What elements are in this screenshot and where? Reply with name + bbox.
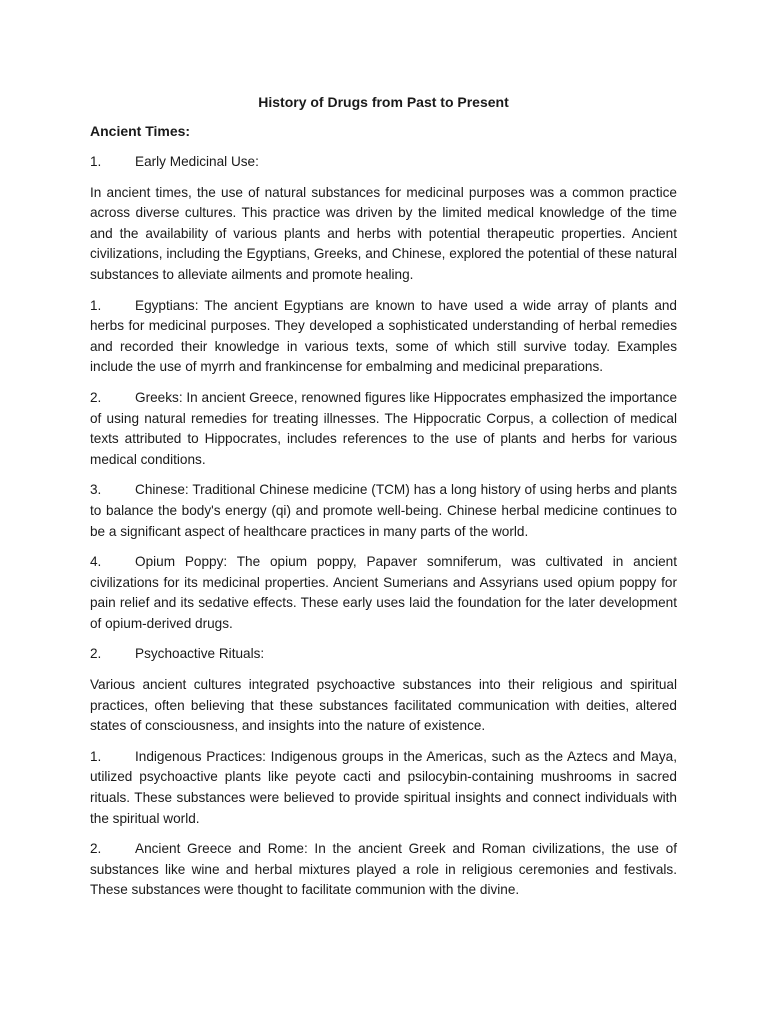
- section-heading: Ancient Times:: [90, 123, 191, 139]
- list-item-psychoactive-rituals: [90, 644, 677, 665]
- list-item-indigenous-practices: [90, 747, 677, 829]
- list-number: 2.: [90, 841, 102, 857]
- list-number: 2.: [90, 389, 102, 405]
- paragraph-early-medicinal-intro: In ancient times, the use of natural substances for medicinal purposes was a common practice across diverse cultures. This practice was driven by the limited medical knowledge of the time and the availability of various plants and herbs with potential therapeutic properties. Ancient civilizations, including the Egyptians, Greeks, and Chinese, explored the potential of these natural substances to alleviate ailments and promote healing.: [90, 184, 677, 282]
- list-item-opium-poppy: [90, 552, 677, 634]
- list-number: 4.: [90, 554, 102, 570]
- list-text: Chinese: Traditional Chinese medicine (TCM) has a long history of using herbs and plants to balance the body's energy (qi) and promote well-being. Chinese herbal medicine continues to be a significant aspect of healthcare practices in many parts of the world.: [90, 482, 677, 539]
- list-number: 1.: [90, 154, 102, 169]
- list-text: Early Medicinal Use:: [135, 154, 259, 169]
- list-item-early-medicinal-use: [90, 152, 677, 173]
- list-text: Opium Poppy: The opium poppy, Papaver somniferum, was cultivated in ancient civilizations for its medicinal properties. Ancient Sumerians and Assyrians used opium poppy for pain relief and its sedative effects. These early uses laid the foundation for the later development of opium-derived drugs.: [90, 554, 677, 631]
- list-text: Psychoactive Rituals:: [135, 646, 265, 662]
- list-number: 1.: [90, 748, 102, 764]
- paragraph-psychoactive-intro: Various ancient cultures integrated psychoactive substances into their religious and spiritual practices, often believing that these substances facilitated communication with deities, altered states of consciousness, and insights into the nature of existence.: [90, 677, 677, 734]
- list-number: 3.: [90, 482, 102, 498]
- document-page: [90, 92, 677, 911]
- list-item-chinese: [90, 480, 677, 542]
- list-text: Indigenous Practices: Indigenous groups in the Americas, such as the Aztecs and Maya, utilized psychoactive plants like peyote cacti and psilocybin-containing mushrooms in sacred rituals. These substances were believed to provide spiritual insights and connect individuals with the spiritual world.: [90, 748, 677, 826]
- list-item-greece-rome: [90, 839, 677, 901]
- list-text: Egyptians: The ancient Egyptians are known to have used a wide array of plants and herbs for medicinal purposes. They developed a sophisticated understanding of herbal remedies and recorded their knowledge in various texts, some of which still survive today. Examples include the use of myrrh and frankincense for embalming and medicinal preparations.: [90, 297, 677, 375]
- document-title: History of Drugs from Past to Present: [258, 94, 509, 110]
- list-item-greeks: [90, 388, 677, 470]
- list-text: Greeks: In ancient Greece, renowned figures like Hippocrates emphasized the importance of using natural remedies for treating illnesses. The Hippocratic Corpus, a collection of medical texts attributed to Hippocrates, includes references to the use of plants and herbs for various medical conditions.: [90, 389, 677, 467]
- list-text: Ancient Greece and Rome: In the ancient Greek and Roman civilizations, the use of substances like wine and herbal mixtures played a role in religious ceremonies and festivals. These substances were thought to facilitate communion with the divine.: [90, 841, 677, 898]
- list-item-egyptians: [90, 296, 677, 378]
- list-number: 1.: [90, 297, 102, 313]
- list-number: 2.: [90, 646, 102, 662]
